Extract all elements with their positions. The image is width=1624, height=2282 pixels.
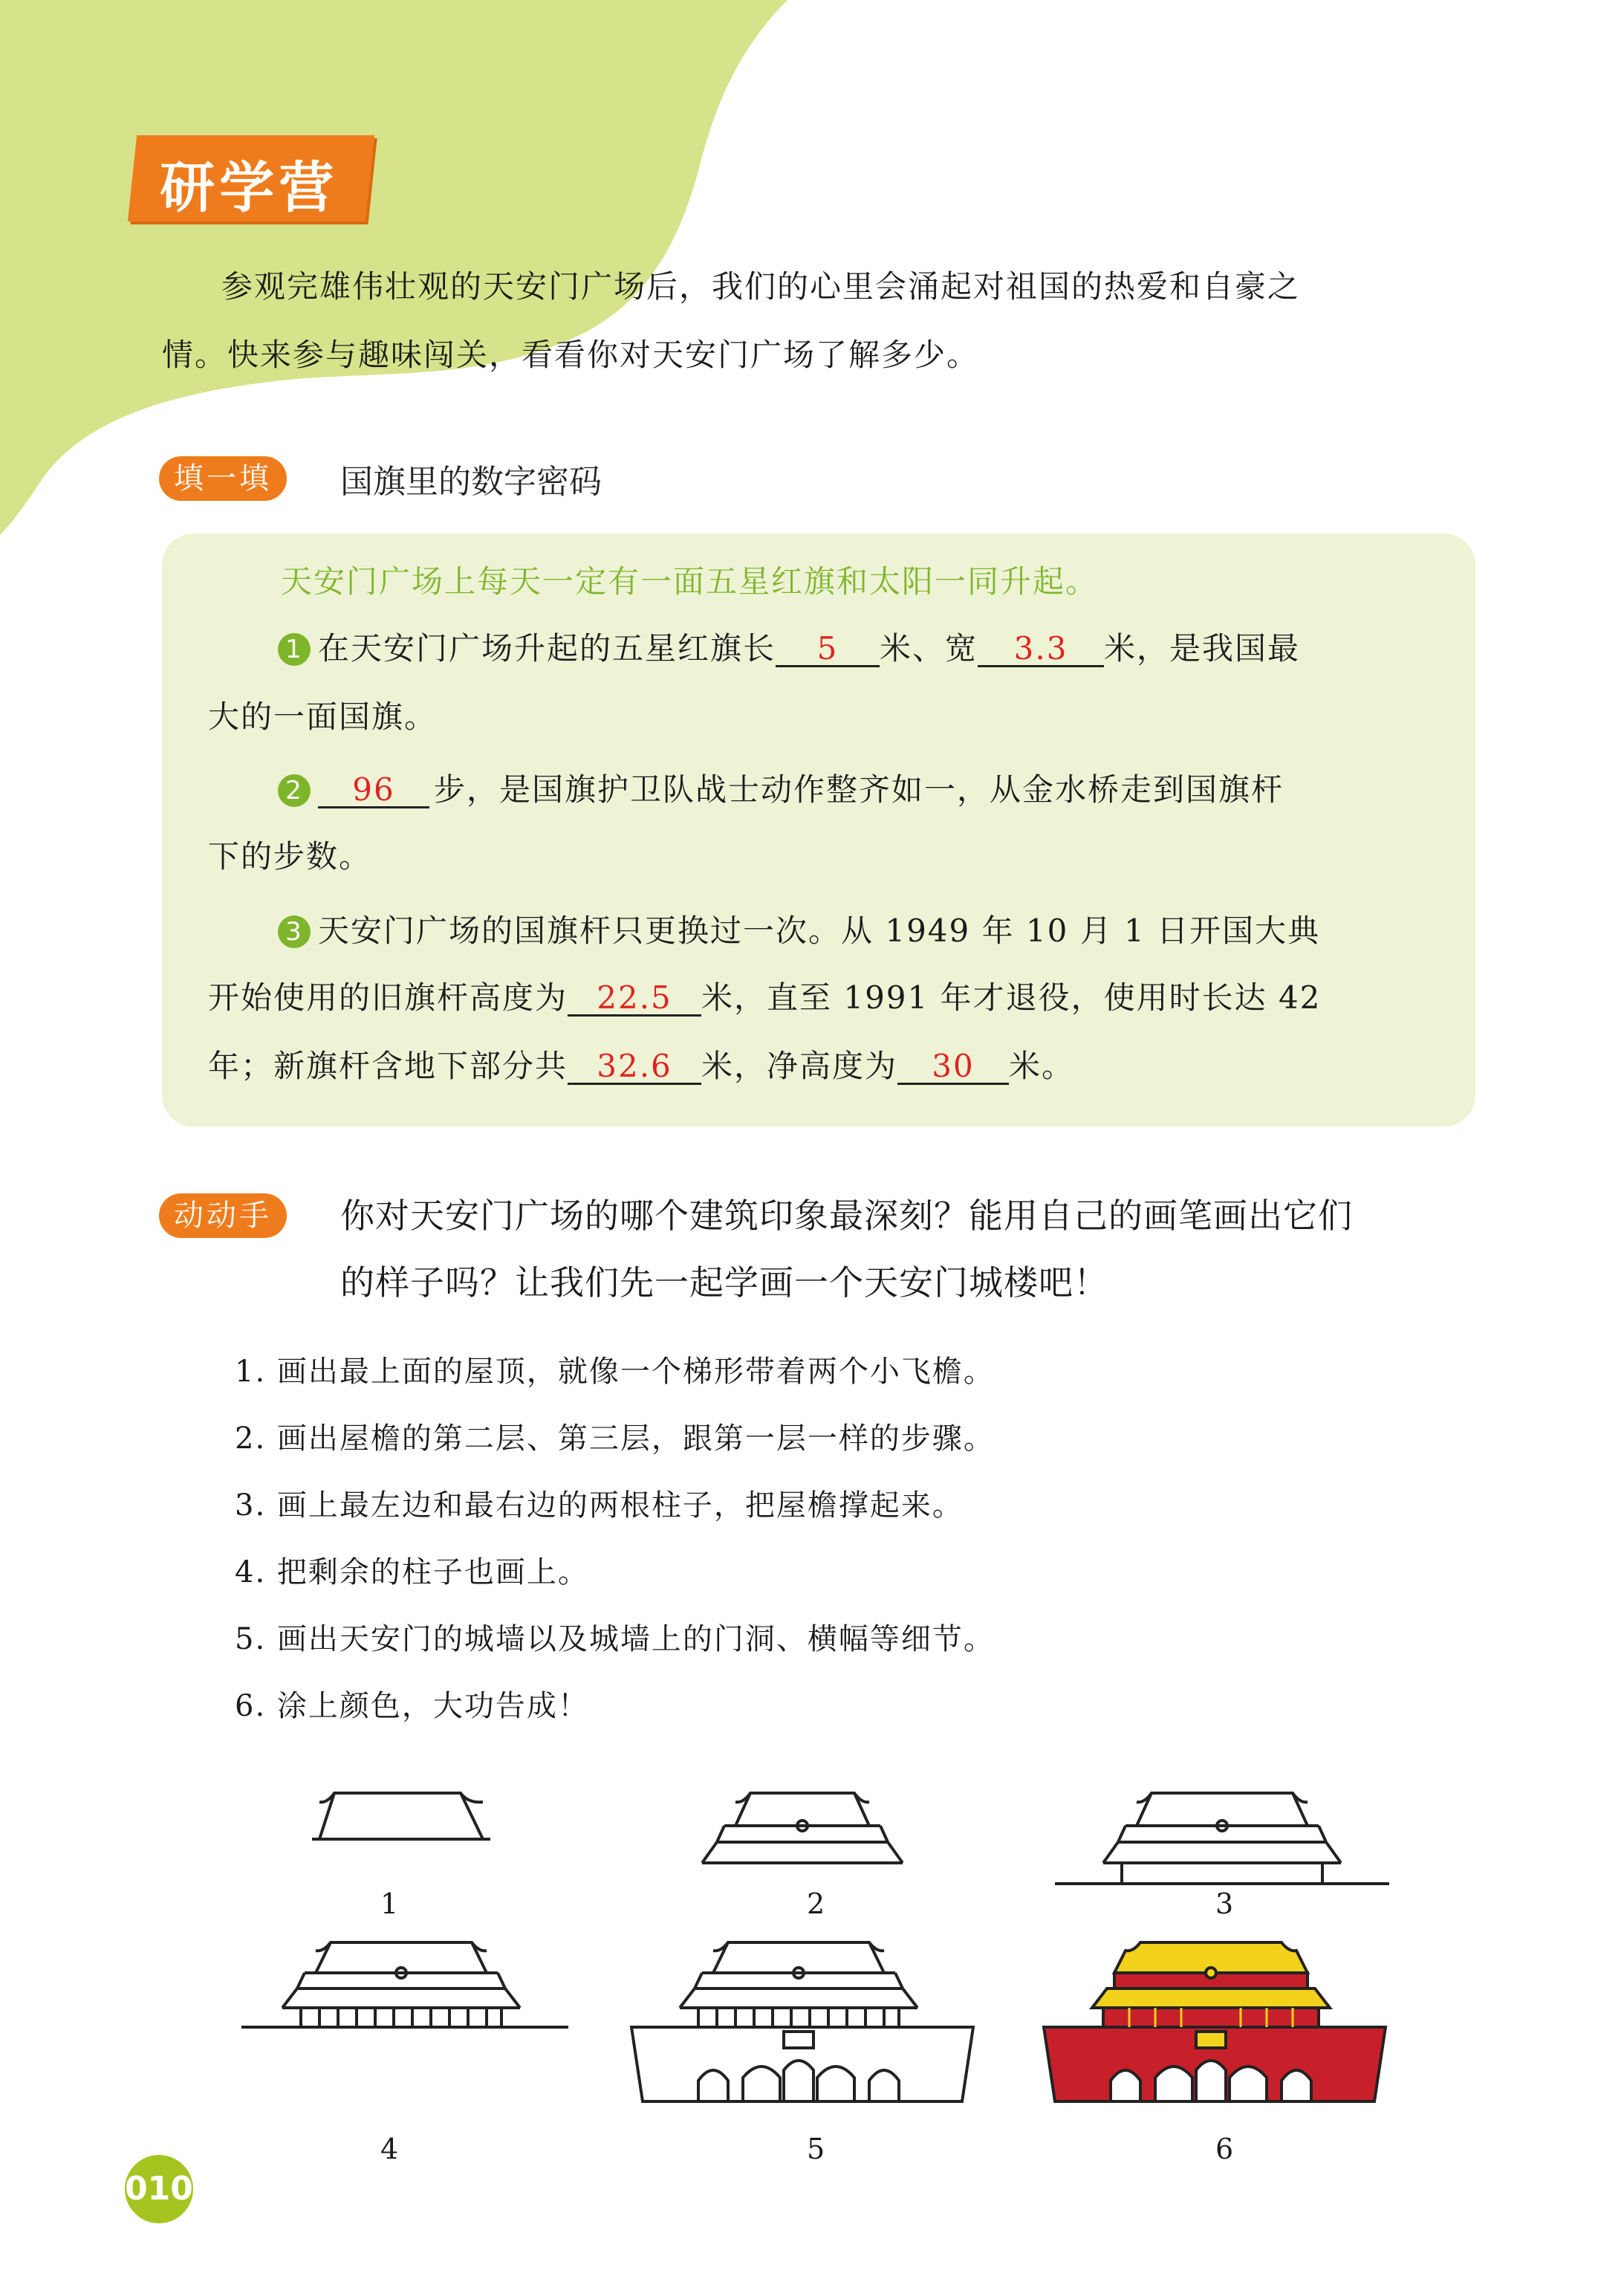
q1-text-c: 米，是我国最: [1104, 630, 1301, 667]
draw-intro-line-2: 的样子吗？让我们先一起学画一个天安门城楼吧！: [340, 1262, 1108, 1303]
figure-label-1: 1: [380, 1887, 399, 1920]
q1-text-b: 米、宽: [880, 630, 978, 667]
q3-text-d: 年；新旗杆含地下部分共: [208, 1048, 568, 1084]
header-tag: [128, 135, 374, 221]
drawing-step-4: [234, 1932, 576, 2036]
intro-paragraph: [162, 253, 1477, 389]
q3-answer-old-pole: 22.5: [568, 982, 701, 1017]
q3-text-e: 米，净高度为: [701, 1048, 898, 1084]
drawing-step-6-colored: [1036, 1932, 1393, 2110]
draw-badge-label: 动动手: [159, 1193, 287, 1238]
intro-line-1: 参观完雄伟壮观的天安门广场后，我们的心里会涌起对祖国的热爱和自豪之: [221, 268, 1301, 305]
fill-badge-label: 填一填: [159, 456, 287, 501]
drawing-step-3: [1048, 1780, 1397, 1891]
figure-label-3: 3: [1215, 1887, 1234, 1920]
fill-question-box: [162, 534, 1475, 1127]
question-1-line-1: [278, 624, 1300, 669]
q2-answer-steps: 96: [318, 774, 429, 808]
intro-line-2: 情。快来参与趣味闯关，看看你对天安门广场了解多少。: [162, 337, 980, 373]
figure-label-6: 6: [1215, 2133, 1234, 2165]
fill-badge: [159, 455, 287, 502]
q1-answer-length: 5: [776, 632, 880, 667]
step-1: 1. 画出最上面的屋顶，就像一个梯形带着两个小飞檐。: [235, 1355, 995, 1389]
question-3-line-1: [278, 907, 1320, 951]
step-3: 3. 画上最左边和最右边的两根柱子，把屋檐撑起来。: [235, 1488, 964, 1523]
step-2: 2. 画出屋檐的第二层、第三层，跟第一层一样的步骤。: [235, 1422, 995, 1456]
drawing-step-2: [695, 1780, 910, 1884]
q3-text-a: 天安门广场的国旗杆只更换过一次。从 1949 年 10 月 1 日开国大典: [318, 913, 1321, 949]
fill-lead-text: 天安门广场上每天一定有一面五星红旗和太阳一同升起。: [281, 563, 1099, 600]
header-title: 研学营: [160, 156, 339, 220]
drawing-step-5: [624, 1932, 981, 2110]
q2-text-a: 步，是国旗护卫队战士动作整齐如一，从金水桥走到国旗杆: [434, 771, 1284, 808]
figure-label-2: 2: [807, 1887, 825, 1920]
q3-text-c: 米，直至 1991 年才退役，使用时长达 42: [701, 979, 1322, 1016]
q1-answer-width: 3.3: [978, 632, 1104, 667]
q3-answer-new-pole: 32.6: [568, 1050, 701, 1085]
question-number-3: 3: [278, 915, 311, 948]
page-number: 010: [125, 2155, 193, 2223]
question-2-line-1: [278, 765, 1284, 810]
q1-text-d: 大的一面国旗。: [208, 698, 438, 735]
question-3-line-3: [208, 1042, 1074, 1086]
q2-text-b: 下的步数。: [208, 838, 372, 875]
step-5: 5. 画出天安门的城墙以及城墙上的门洞、横幅等细节。: [235, 1622, 995, 1656]
q1-text-a: 在天安门广场升起的五星红旗长: [318, 630, 776, 667]
q3-text-b: 开始使用的旧旗杆高度为: [208, 979, 568, 1016]
question-number-1: 1: [278, 633, 311, 666]
q3-answer-net-height: 30: [897, 1050, 1009, 1085]
figure-label-4: 4: [380, 2133, 399, 2165]
q3-text-f: 米。: [1009, 1048, 1075, 1084]
figure-label-5: 5: [807, 2133, 825, 2165]
fill-section-title: 国旗里的数字密码: [340, 463, 602, 501]
step-4: 4. 把剩余的柱子也画上。: [235, 1555, 589, 1589]
step-6: 6. 涂上颜色，大功告成！: [235, 1689, 589, 1723]
draw-badge: [159, 1192, 287, 1239]
question-number-2: 2: [278, 774, 311, 807]
question-3-line-2: [208, 973, 1321, 1018]
draw-intro-line-1: 你对天安门广场的哪个建筑印象最深刻？能用自己的画笔画出它们: [340, 1196, 1353, 1236]
drawing-step-1: [305, 1780, 498, 1854]
